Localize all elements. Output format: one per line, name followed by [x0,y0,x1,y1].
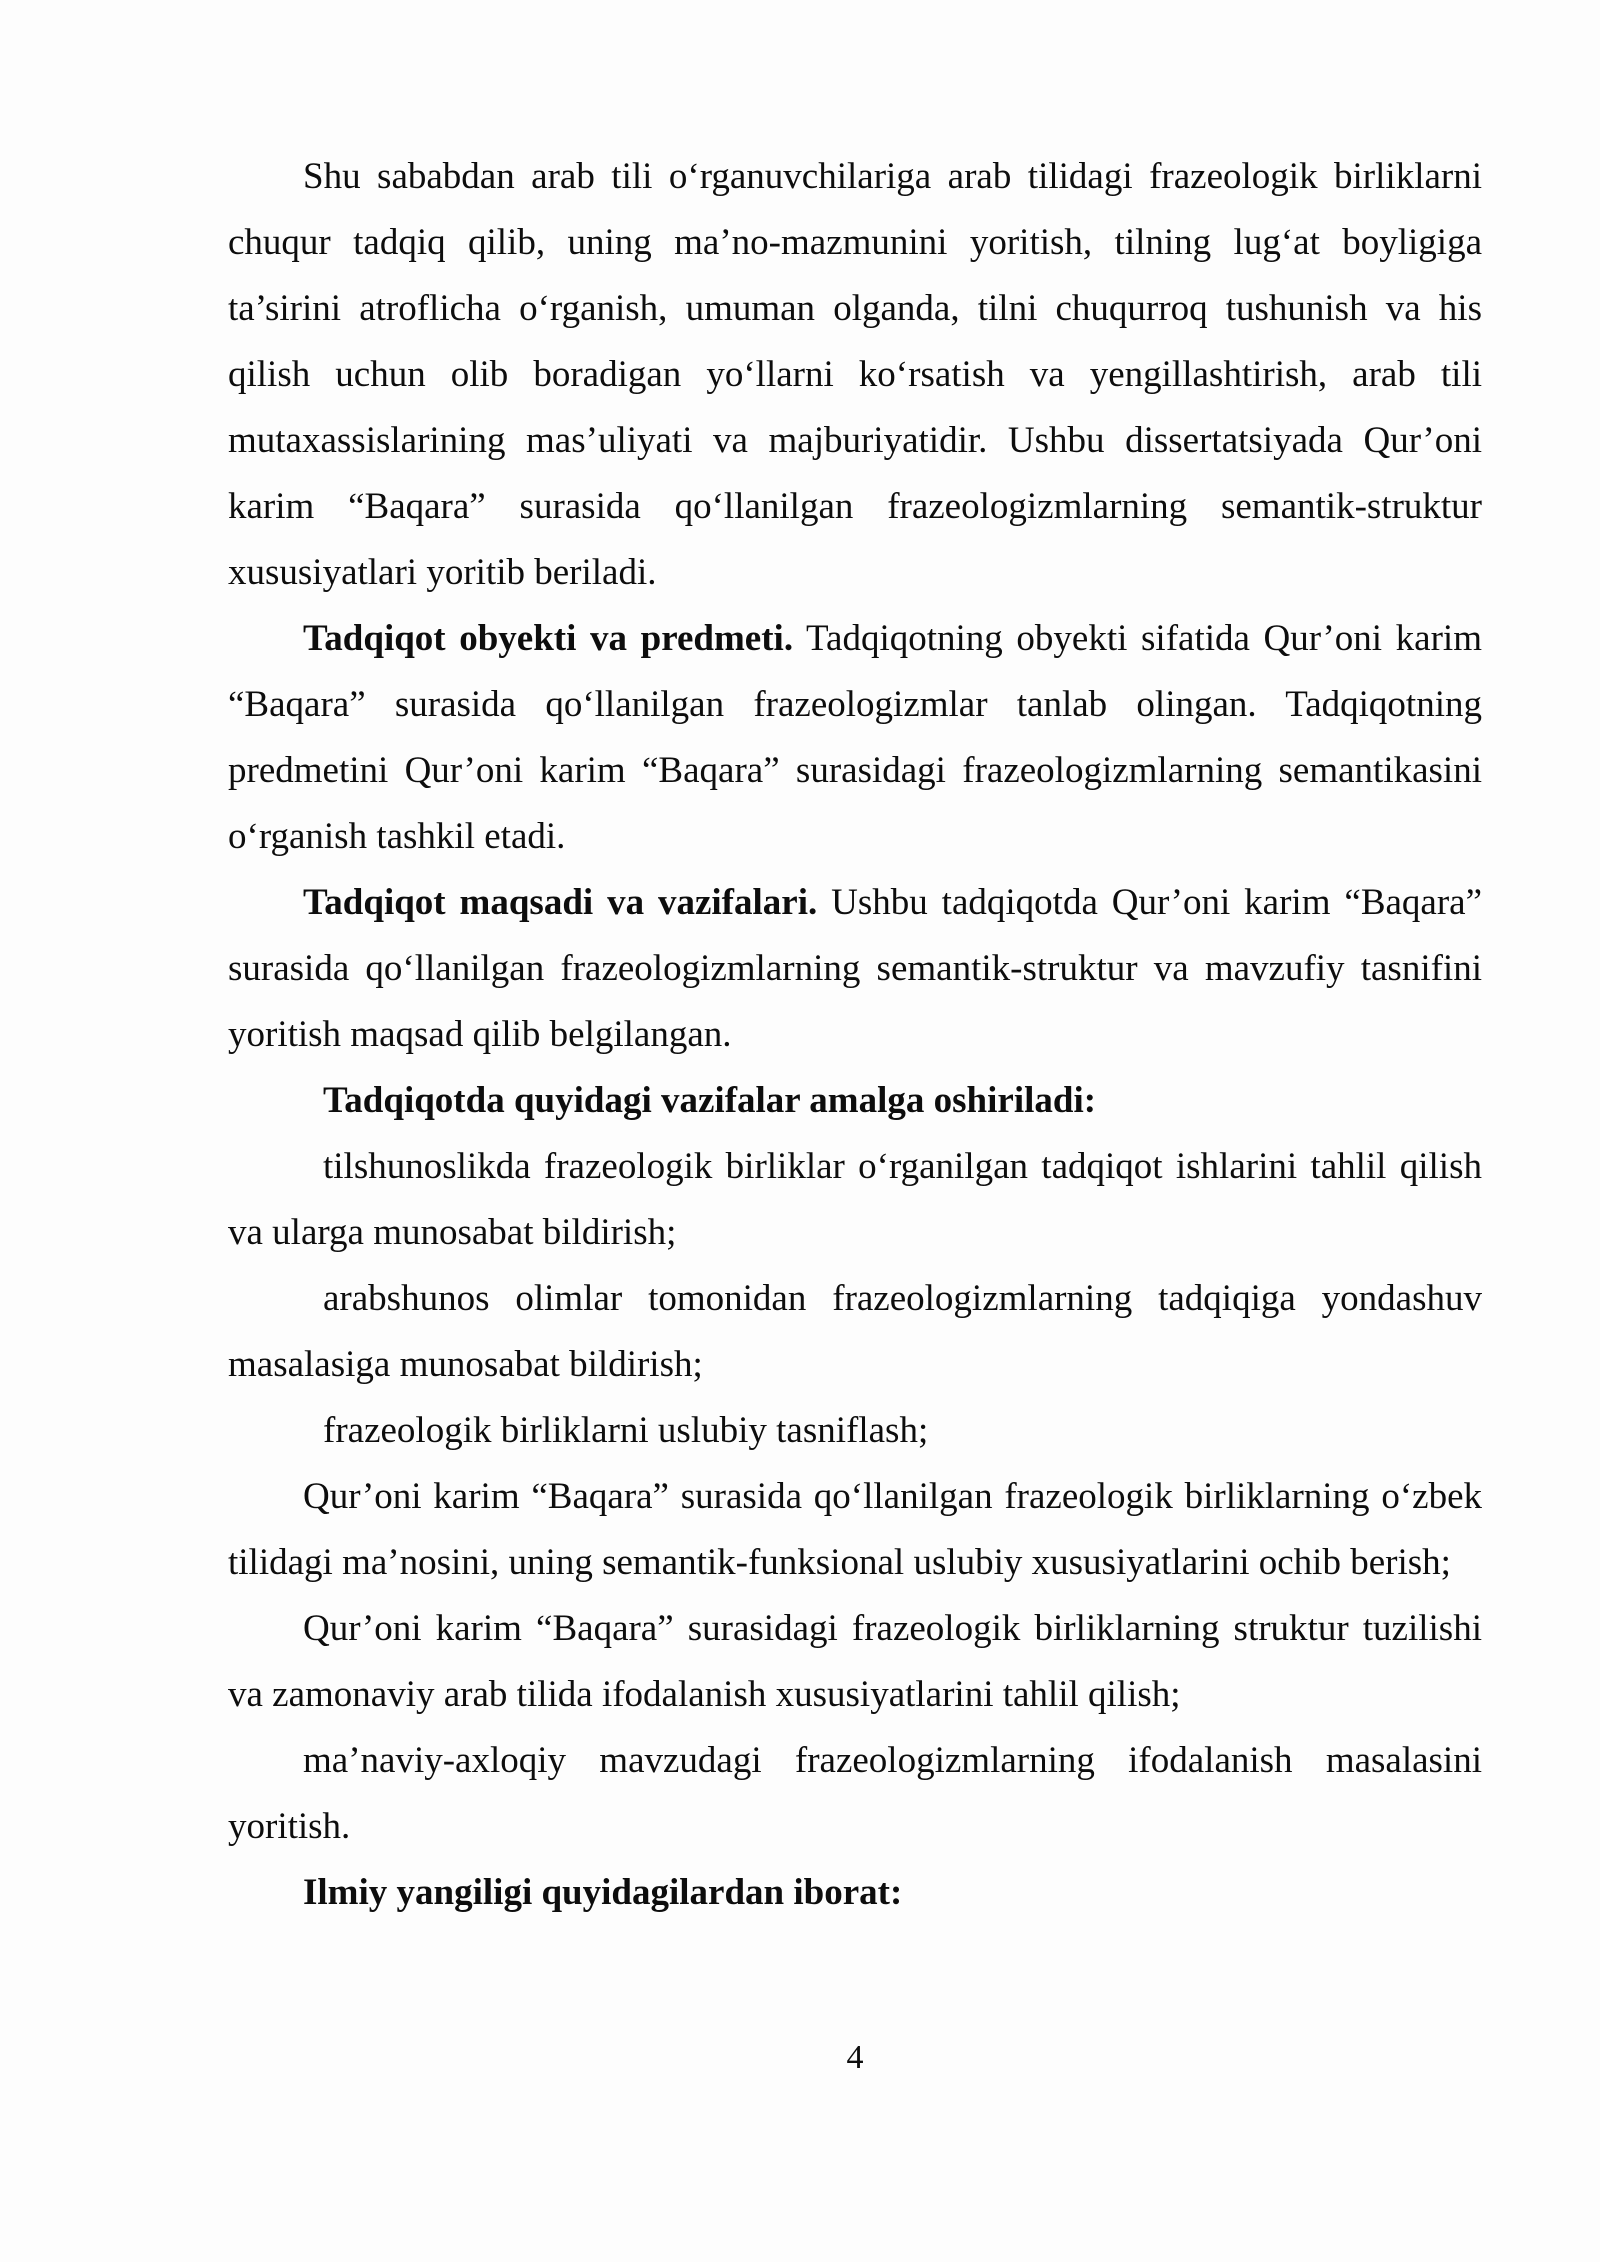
heading-novelty [228,1860,1482,1926]
text-line: qilish uchun olib boradigan yo‘llarni ko‘rsatish va yengillashtirish, arab tili [228,354,1482,395]
text-line: surasida qo‘llanilgan frazeologizmlarning semantik-struktur va mavzufiy tasnifini [228,948,1482,989]
text-line: frazeologik birliklarni uslubiy tasniflash; [323,1410,929,1451]
text-line: va zamonaviy arab tilida ifodalanish xususiyatlarini tahlil qilish; [228,1674,1181,1715]
text-line: “Baqara” surasida qo‘llanilgan frazeologizmlar tanlab olingan. Tadqiqotning [228,684,1482,725]
task-item-5 [228,1596,1482,1728]
text-line: xususiyatlari yoritib beriladi. [228,552,657,593]
text-line: karim “Baqara” surasida qo‘llanilgan frazeologizmlarning semantik-struktur [228,486,1482,527]
text-line: predmetini Qur’oni karim “Baqara” surasidagi frazeologizmlarning semantikasini [228,750,1482,791]
section-heading: Tadqiqotda quyidagi vazifalar amalga oshiriladi: [323,1080,1097,1121]
text-run: Tadqiqotning obyekti sifatida Qur’oni karim [793,618,1482,659]
section-heading: Ilmiy yangiligi quyidagilardan iborat: [303,1872,903,1913]
text-line [228,606,1482,672]
text-line: Qur’oni karim “Baqara” surasida qo‘llanilgan frazeologik birliklarning o‘zbek [303,1476,1482,1517]
text-line: yoritish maqsad qilib belgilangan. [228,1014,732,1055]
text-line: masalasiga munosabat bildirish; [228,1344,703,1385]
text-line: o‘rganish tashkil etadi. [228,816,566,857]
text-line: va ularga munosabat bildirish; [228,1212,677,1253]
text-block [228,144,1482,1926]
bold-run: Tadqiqot maqsadi va vazifalari. [303,882,818,923]
task-item-4 [228,1464,1482,1596]
text-line: ta’sirini atroflicha o‘rganish, umuman olganda, tilni chuqurroq tushunish va his [228,288,1482,329]
text-line: tilidagi ma’nosini, uning semantik-funksional uslubiy xususiyatlarini ochib berish; [228,1542,1451,1583]
task-item-1 [228,1134,1482,1266]
bold-run: Tadqiqot obyekti va predmeti. [303,618,794,659]
text-line: chuqur tadqiq qilib, uning ma’no-mazmunini yoritish, tilning lug‘at boyligiga [228,222,1482,263]
text-line: Shu sababdan arab tili o‘rganuvchilariga arab tilidagi frazeologik birliklarni [303,156,1482,197]
task-item-2 [228,1266,1482,1398]
paragraph-goal-tasks [228,870,1482,1068]
text-run: Ushbu tadqiqotda Qur’oni karim “Baqara” [817,882,1483,923]
text-line: arabshunos olimlar tomonidan frazeologizmlarning tadqiqiga yondashuv [323,1278,1482,1319]
text-line: tilshunoslikda frazeologik birliklar o‘rganilgan tadqiqot ishlarini tahlil qilish [323,1146,1482,1187]
text-line: yoritish. [228,1806,351,1847]
text-line: Qur’oni karim “Baqara” surasidagi frazeologik birliklarning struktur tuzilishi [303,1608,1482,1649]
text-line [228,870,1482,936]
text-line: mutaxassislarining mas’uliyati va majburiyatidir. Ushbu dissertatsiyada Qur’oni [228,420,1482,461]
paragraph-intro [228,144,1482,606]
page-number: 4 [846,2039,864,2076]
paragraph-object-subject [228,606,1482,870]
heading-tasks [228,1068,1482,1134]
text-line: ma’naviy-axloqiy mavzudagi frazeologizmlarning ifodalanish masalasini [303,1740,1482,1781]
task-item-6 [228,1728,1482,1860]
task-item-3 [228,1398,1482,1464]
